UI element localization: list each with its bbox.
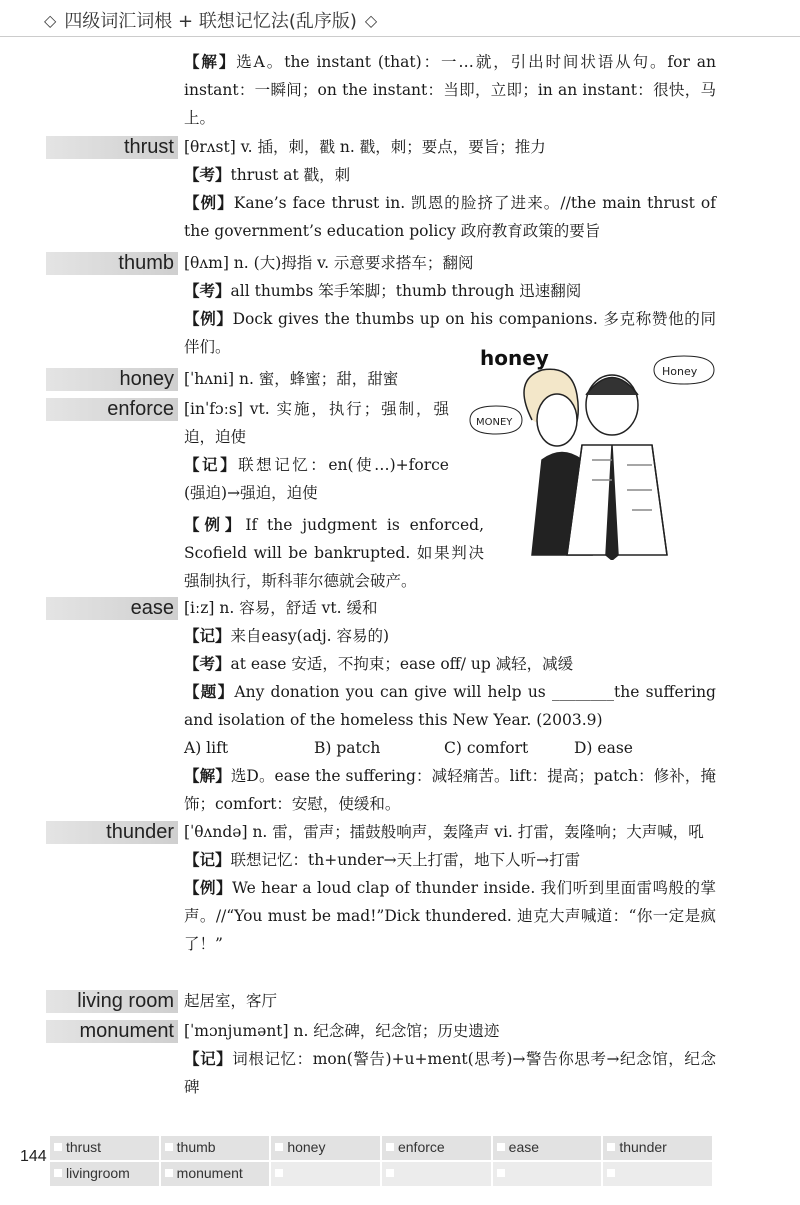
entry-ease	[184, 594, 716, 818]
entry-monument	[184, 1017, 716, 1101]
headword-honey: honey	[46, 368, 178, 391]
bubble-money	[470, 406, 522, 434]
footer-blank	[382, 1162, 491, 1186]
footer-blank	[603, 1162, 712, 1186]
header-title: 四级词汇词根 + 联想记忆法(乱序版)	[64, 11, 357, 32]
page-number: 144	[20, 1148, 47, 1165]
cartoon-man	[567, 375, 667, 560]
footer-word: thunder	[603, 1136, 712, 1160]
entry-thrust	[184, 133, 716, 245]
ji-line: 【记】联想记忆：en(使…)+force (强迫)→强迫，迫使	[184, 455, 449, 502]
headword-thumb: thumb	[46, 252, 178, 275]
question: 【题】Any donation you can give will help us ________the suffering and isolation of the homeless this New Year. (2003.9)	[184, 682, 716, 729]
example: 【例】Dock gives the thumbs up on his companions. 多克称赞他的同伴们。	[184, 309, 716, 356]
definition: [iːz] n. 容易，舒适 vt. 缓和	[184, 599, 378, 617]
footer-word: enforce	[382, 1136, 491, 1160]
footer-word: thumb	[161, 1136, 270, 1160]
entry-living-room: 起居室，客厅	[184, 992, 278, 1010]
ji-line: 【记】词根记忆：mon(警告)+u+ment(思考)→警告你思考→纪念馆，纪念碑	[184, 1049, 716, 1096]
footer-word: livingroom	[50, 1162, 159, 1186]
bubble-honey	[654, 356, 714, 384]
header-divider	[0, 36, 800, 37]
running-header	[44, 6, 377, 34]
word-review-footer	[50, 1136, 712, 1186]
footer-word: ease	[493, 1136, 602, 1160]
headword-thrust: thrust	[46, 136, 178, 159]
definition: [ˈmɔnjumənt] n. 纪念碑，纪念馆；历史遗迹	[184, 1022, 500, 1040]
headword-living-room: living room	[46, 990, 178, 1013]
example: 【例】We hear a loud clap of thunder inside. 我们听到里面雷鸣般的掌声。//“You must be mad!”Dick thundered. 迪克大声喊道：“你一定是疯了！”	[184, 878, 716, 953]
headword-enforce: enforce	[46, 398, 178, 421]
headword-thunder: thunder	[46, 821, 178, 844]
honey-money-cartoon	[462, 350, 718, 560]
kao-line: 【考】all thumbs 笨手笨脚；thumb through 迅速翻阅	[184, 281, 582, 300]
definition: [inˈfɔːs] vt. 实施，执行；强制，强迫，迫使	[184, 400, 449, 446]
option-a: A) lift	[184, 739, 229, 757]
footer-blank	[493, 1162, 602, 1186]
kao-line: 【考】thrust at 戳，刺	[184, 165, 351, 184]
entry-honey: [ˈhʌni] n. 蜜，蜂蜜；甜，甜蜜	[184, 370, 399, 388]
footer-word: monument	[161, 1162, 270, 1186]
ji-line: 【记】联想记忆：th+under→天上打雷，地下人听→打雷	[184, 850, 581, 869]
footer-word: thrust	[50, 1136, 159, 1160]
entry-thumb	[184, 249, 716, 361]
diamond-icon: ◇	[44, 10, 57, 30]
footer-blank	[271, 1162, 380, 1186]
diamond-icon: ◇	[364, 10, 378, 30]
option-b: B) patch	[314, 739, 381, 757]
headword-ease: ease	[46, 597, 178, 620]
option-c: C) comfort	[444, 739, 529, 757]
definition: [θʌm] n. (大)拇指 v. 示意要求搭车；翻阅	[184, 254, 474, 272]
example: 【例】Kane’s face thrust in. 凯恩的脸挤了进来。//the main thrust of the government’s education policy 政府教育政策的要旨	[184, 193, 716, 240]
ji-line: 【记】来自easy(adj. 容易的)	[184, 626, 390, 645]
option-d: D) ease	[574, 739, 633, 757]
entry-thunder	[184, 818, 716, 958]
bubble-left-text: MONEY	[476, 417, 513, 428]
footer-word: honey	[271, 1136, 380, 1160]
definition: [ˈθʌndə] n. 雷，雷声；擂鼓般响声，轰隆声 vi. 打雷，轰隆响；大声喊，吼	[184, 823, 704, 841]
illustration-title: honey	[480, 346, 549, 370]
kao-line: 【考】at ease 安适，不拘束；ease off/ up 减轻，减缓	[184, 654, 574, 673]
example-enforce: 【例】If the judgment is enforced, Scofield will be bankrupted. 如果判决强制执行，斯科菲尔德就会破产。	[184, 515, 484, 590]
bubble-right-text: Honey	[662, 365, 698, 378]
headword-monument: monument	[46, 1020, 178, 1043]
explanation: 【解】选D。ease the suffering：减轻痛苦。lift：提高；patch：修补，掩饰；comfort：安慰，使缓和。	[184, 766, 716, 813]
definition: [θrʌst] v. 插，刺，戳 n. 戳，刺；要点，要旨；推力	[184, 138, 546, 156]
entry-enforce	[184, 395, 449, 507]
answer-options	[184, 734, 704, 762]
intro-explanation: 【解】选A。the instant (that)：一…就，引出时间状语从句。for an instant：一瞬间；on the instant：当即，立即；in an instant：很快，马上。	[184, 52, 716, 127]
